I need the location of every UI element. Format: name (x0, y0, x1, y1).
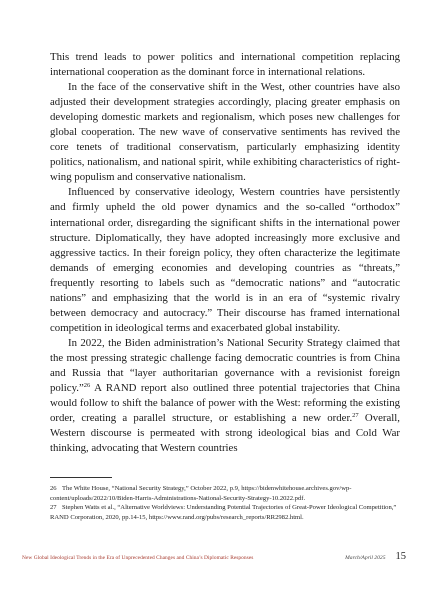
paragraph-4 (50, 336, 400, 456)
body-text (50, 50, 400, 456)
footnote-number: 27 (50, 504, 57, 512)
footnote-ref-26[interactable]: 26 (83, 382, 91, 390)
paragraph-4-part-b: A RAND report also outlined three potential trajectories that China would follow to shift the balance of power with the West: reforming the existing order, creating a parallel structure, or establishing a new order. (50, 382, 400, 425)
footnote-divider (50, 477, 112, 478)
footnote-text: Stephen Watts et al., “Alternative Worldviews: Understanding Potential Trajectories of Great-Power Ideological Competition,” RAND Corporation, 2020, pp.14-15, https://www.rand.org/pubs/research_reports/RR2982.html. (50, 504, 397, 521)
footnote-text: The White House, “National Security Strategy,” October 2022, p.9, https://bidenwhitehouse.archives.gov/wp-content/uploads/2022/10/Biden-Harris-Administrations-National-Security-Strategy-10.2022.pdf. (50, 485, 352, 502)
paragraph-4-part-a: In 2022, the Biden administration’s National Security Strategy claimed that the most pressing strategic challenge facing democratic countries is from China and Russia that “layer authoritarian governance with a revisionist foreign policy.” (50, 336, 400, 395)
footnotes (50, 484, 400, 522)
footer-right (345, 551, 406, 562)
footnote-26 (50, 484, 400, 503)
paragraph-4-part-c: Overall, Western discourse is permeated with strong ideological bias and Cold War thinking, advocating that Western countries (50, 412, 400, 455)
footnote-27 (50, 503, 400, 522)
paragraph-3: Influenced by conservative ideology, Western countries have persistently and firmly upheld the old power dynamics and the so-called “orthodox” international order, disregarding the significant shifts in the international power structure. Diplomatically, they have adopted increasingly more exclusive and aggressive tactics. In their foreign policy, they often characterize the legitimate demands of emerging economies and developing countries as “threats,” frequently resorting to labels such as “democratic nations” and “autocratic nations” and emphasizing that the world is in an era of “systemic rivalry between democracy and autocracy.” Their discourse has framed international competition in ideological terms and exacerbated global instability. (50, 186, 400, 334)
footnote-ref-27[interactable]: 27 (352, 412, 359, 420)
issue-date: March/April 2025 (345, 555, 386, 561)
paragraph-1: This trend leads to power politics and international competition replacing international cooperation as the dominant force in international relations. (50, 51, 400, 79)
running-title: New Global Ideological Trends in the Era of Unprecedented Changes and China’s Diplomatic Responses (22, 555, 254, 561)
page-number: 15 (395, 551, 406, 562)
paragraph-2: In the face of the conservative shift in the West, other countries have also adjusted their development strategies accordingly, placing greater emphasis on developing domestic markets and regionalism, which poses new challenges for global cooperation. The new wave of conservative sentiments has revived the core tenets of traditional conservatism, particularly emphasizing identity politics, nationalism, and national spirit, while exhibiting characteristics of right-wing populism and conservative nationalism. (50, 81, 400, 184)
page-footer (22, 551, 406, 565)
footnote-number: 26 (50, 485, 57, 492)
